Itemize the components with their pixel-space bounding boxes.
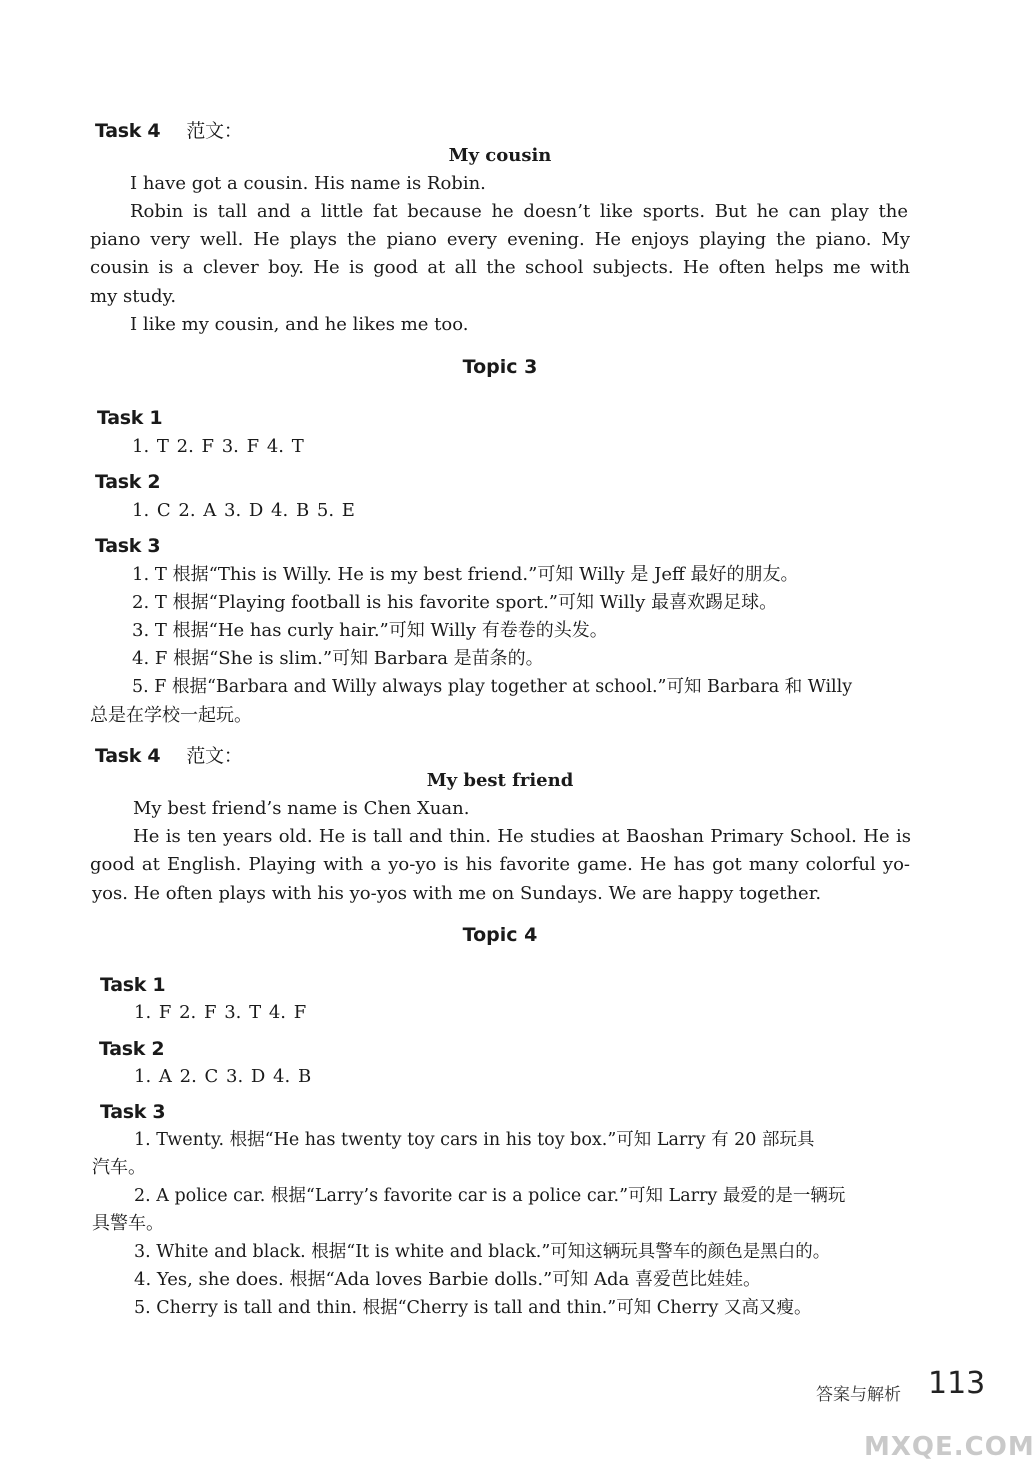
page-number: 113	[928, 1366, 986, 1401]
task-label: Task 4	[95, 745, 161, 767]
answer-line: 1. F 2. F 3. T 4. F	[134, 1002, 307, 1023]
essay-line: Robin is tall and a little fat because he doesn’t like sports. But he can play the	[130, 201, 908, 222]
task-heading	[95, 471, 160, 493]
task-note: 范文：	[186, 120, 243, 142]
answer-line: 汽车。	[92, 1157, 146, 1178]
answer-line: 5. Cherry is tall and thin. 根据“Cherry is tall and thin.”可知 Cherry 又高又瘦。	[134, 1298, 812, 1318]
answer-line: 1. Twenty. 根据“He has twenty toy cars in his toy box.”可知 Larry 有 20 部玩具	[134, 1130, 815, 1150]
answer-line: 1. A 2. C 3. D 4. B	[134, 1066, 312, 1087]
task-heading	[100, 974, 165, 996]
essay-line: I like my cousin, and he likes me too.	[130, 314, 469, 335]
watermark-logo: MXQE.COM	[864, 1432, 1035, 1462]
essay-line: piano very well. He plays the piano every evening. He enjoys playing the piano. My	[90, 229, 910, 250]
topic-heading: Topic 4	[462, 924, 538, 946]
essay-line: I have got a cousin. His name is Robin.	[130, 173, 486, 194]
task-label: Task 1	[100, 974, 166, 996]
essay-line: He is ten years old. He is tall and thin. He studies at Baoshan Primary School. He is	[133, 826, 911, 847]
task-label: Task 2	[95, 471, 161, 493]
answer-line: 1. C 2. A 3. D 4. B 5. E	[132, 500, 355, 521]
answer-line: 具警车。	[92, 1213, 164, 1234]
task-label: Task 2	[99, 1038, 165, 1060]
answer-line: 1. T 根据“This is Willy. He is my best friend.”可知 Willy 是 Jeff 最好的朋友。	[132, 564, 799, 585]
answer-line: 3. White and black. 根据“It is white and black.”可知这辆玩具警车的颜色是黑白的。	[134, 1242, 831, 1262]
task-heading	[100, 1101, 165, 1123]
task-heading	[99, 1038, 164, 1060]
task-label: Task 3	[95, 535, 161, 557]
task-label: Task 4	[95, 120, 161, 142]
task-heading	[95, 741, 242, 768]
essay-title: My best friend	[426, 770, 574, 791]
answer-line: 4. F 根据“She is slim.”可知 Barbara 是苗条的。	[132, 648, 544, 669]
essay-line: my study.	[90, 286, 177, 307]
task-heading	[95, 116, 242, 143]
answer-line: 1. T 2. F 3. F 4. T	[132, 436, 304, 457]
essay-line: good at English. Playing with a yo-yo is his favorite game. He has got many colorful yo-	[90, 854, 910, 875]
answer-line: 2. T 根据“Playing football is his favorite sport.”可知 Willy 最喜欢踢足球。	[132, 592, 778, 613]
answer-line: 5. F 根据“Barbara and Willy always play together at school.”可知 Barbara 和 Willy	[132, 677, 853, 697]
essay-title: My cousin	[448, 145, 552, 166]
essay-line: My best friend’s name is Chen Xuan.	[133, 798, 470, 819]
answer-line: 总是在学校一起玩。	[90, 705, 252, 726]
answer-line: 3. T 根据“He has curly hair.”可知 Willy 有卷卷的头发。	[132, 620, 608, 641]
essay-line: yos. He often plays with his yo-yos with me on Sundays. We are happy together.	[92, 883, 822, 904]
task-note: 范文：	[186, 745, 243, 767]
answer-line: 2. A police car. 根据“Larry’s favorite car is a police car.”可知 Larry 最爱的是一辆玩	[134, 1186, 846, 1206]
essay-line: cousin is a clever boy. He is good at all the school subjects. He often helps me with	[90, 257, 910, 278]
task-heading	[97, 407, 162, 429]
task-label: Task 1	[97, 407, 163, 429]
answer-line: 4. Yes, she does. 根据“Ada loves Barbie dolls.”可知 Ada 喜爱芭比娃娃。	[134, 1269, 761, 1290]
topic-heading: Topic 3	[462, 356, 538, 378]
task-label: Task 3	[100, 1101, 166, 1123]
task-heading	[95, 535, 160, 557]
footer-section-label: 答案与解析	[816, 1385, 901, 1405]
